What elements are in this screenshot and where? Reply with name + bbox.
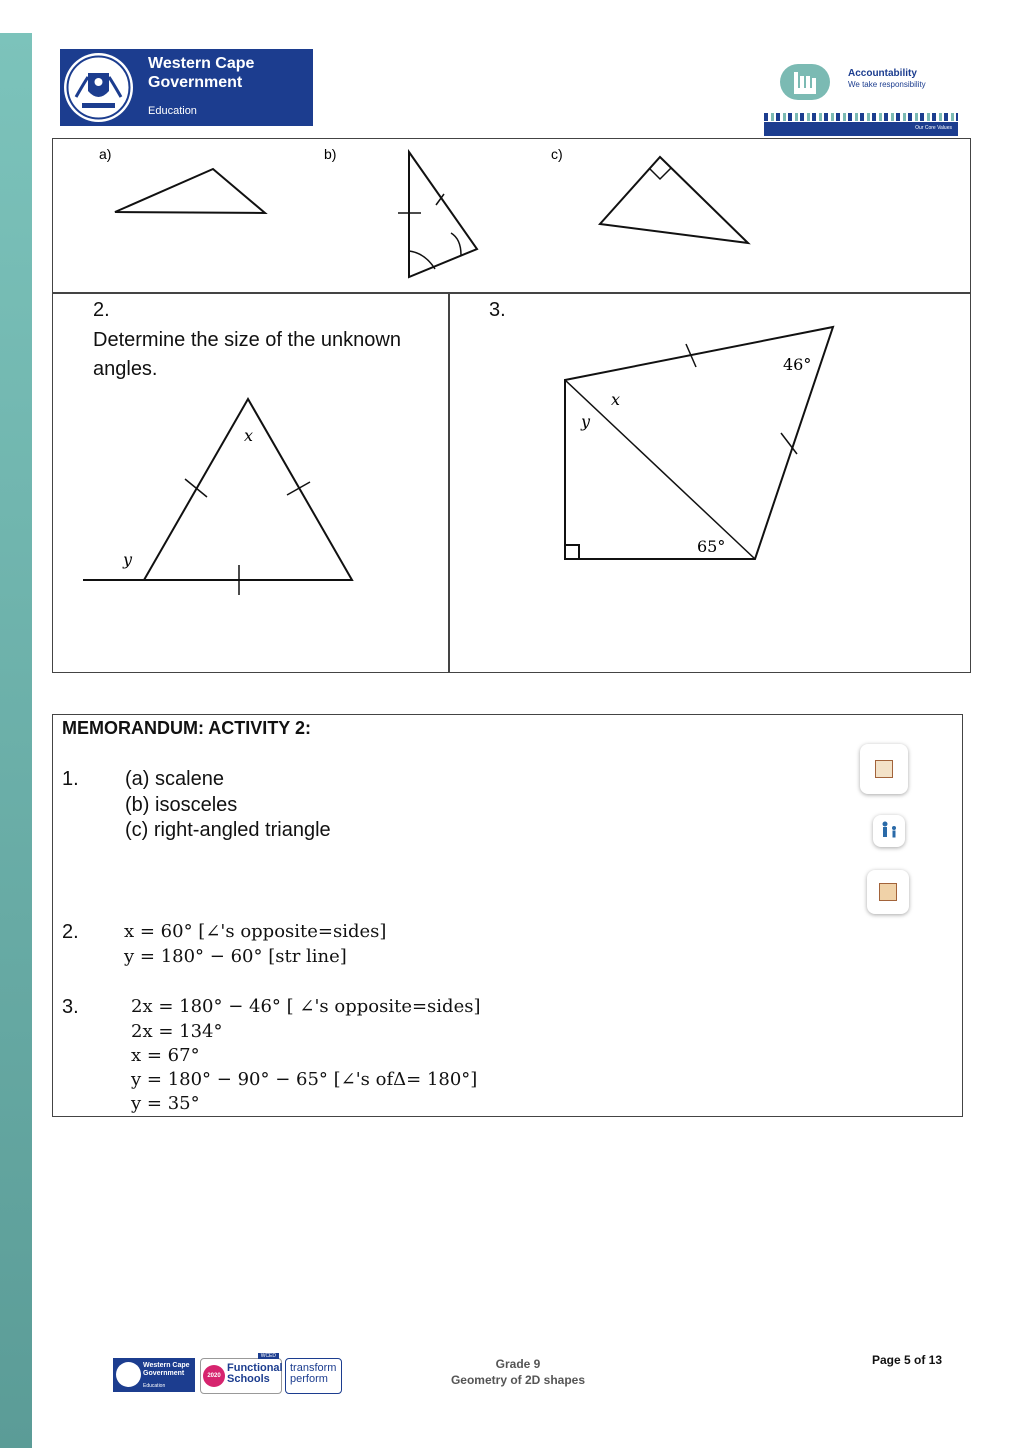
angle-x-label: x — [244, 426, 254, 445]
question3-cell — [448, 292, 971, 673]
memo-q3-line4: y = 180° − 90° − 65° [∠'s ofΔ= 180°] — [131, 1069, 478, 1090]
memo-q3-line5: y = 35° — [131, 1093, 200, 1114]
note-icon[interactable] — [867, 870, 909, 914]
footer-wced-tag: WCED — [258, 1353, 279, 1359]
parents-icon[interactable] — [873, 815, 905, 847]
memo-q1-answer-c: (c) right-angled triangle — [125, 819, 331, 841]
parents-glyph — [873, 815, 905, 847]
values-logo — [762, 58, 960, 136]
triangle-c — [600, 157, 748, 243]
values-footer-bar — [764, 122, 958, 136]
values-pattern — [764, 113, 958, 121]
angle-y-label: y — [581, 412, 591, 431]
triangle-b — [409, 152, 477, 277]
page-number: Page 5 of 13 — [872, 1353, 943, 1367]
memo-q1-answer-a: (a) scalene — [125, 768, 224, 790]
memo-q3-number: 3. — [62, 996, 79, 1018]
angle-arc-b-right — [451, 233, 461, 255]
wcg-logo — [60, 49, 313, 126]
memo-q3-line1: 2x = 180° − 46° [ ∠'s opposite=sides] — [131, 996, 481, 1017]
footer-wcg-logo — [113, 1358, 195, 1392]
footer-functional-text: Functional Schools — [227, 1362, 283, 1385]
angle-65-label: 65° — [697, 537, 726, 556]
label-c: c) — [551, 146, 563, 162]
tick-right — [287, 482, 310, 495]
footer-grade: Grade 9 — [495, 1357, 541, 1371]
question2-number: 2. — [93, 299, 110, 321]
tick-left — [185, 479, 207, 497]
memo-q2-line2: y = 180° − 60° [str line] — [124, 946, 347, 967]
angle-x-label: x — [611, 390, 621, 409]
triangles-diagram — [53, 139, 970, 293]
diagonal — [565, 380, 755, 559]
angle-46-label: 46° — [783, 355, 812, 374]
wcg-title: Western Cape Government — [148, 55, 255, 91]
footer-transform-text: transform perform — [290, 1362, 337, 1385]
values-footer-text: Our Core Values — [915, 125, 952, 131]
question1-cell — [52, 138, 971, 294]
side-bar — [0, 33, 32, 1448]
quadrilateral-diagram — [449, 293, 970, 672]
memorandum-title: MEMORANDUM: ACTIVITY 2: — [62, 718, 311, 738]
memo-q1-answer-b: (b) isosceles — [125, 794, 238, 816]
teacher-board-glyph — [875, 760, 893, 778]
question2-cell — [52, 292, 450, 673]
footer-crest-icon — [116, 1362, 141, 1387]
memo-q2-number: 2. — [62, 921, 79, 943]
footer-year-badge: 2020 — [203, 1365, 225, 1387]
question2-instruction: Determine the size of the unknown angles. — [93, 329, 401, 380]
footer-wcg-title: Western Cape Government — [143, 1362, 190, 1377]
footer-wcg-subtitle: Education — [143, 1383, 166, 1389]
teacher-board-icon[interactable] — [860, 744, 908, 794]
footer-topic: Geometry of 2D shapes — [450, 1373, 586, 1387]
memo-q2-line1: x = 60° [∠'s opposite=sides] — [124, 921, 387, 942]
memo-q3-line2: 2x = 134° — [131, 1021, 223, 1042]
footer-functional-logo — [200, 1353, 283, 1394]
memo-q3-line3: x = 67° — [131, 1045, 200, 1066]
label-a: a) — [99, 146, 112, 162]
angle-arc-b-left — [409, 251, 435, 269]
footer-transform-logo — [285, 1358, 342, 1394]
values-title: Accountability — [848, 68, 917, 79]
wcg-subtitle: Education — [148, 105, 197, 117]
question3-number: 3. — [489, 299, 506, 321]
angle-y-label: y — [123, 550, 133, 569]
isosceles-diagram — [53, 293, 449, 672]
triangle-a — [115, 169, 265, 213]
coat-of-arms-icon — [64, 53, 133, 122]
footer-center — [418, 1356, 618, 1388]
right-angle-marker — [565, 545, 579, 559]
right-angle-c — [649, 168, 671, 179]
label-b: b) — [324, 146, 337, 162]
memo-q1-number: 1. — [62, 768, 79, 790]
note-glyph — [879, 883, 897, 901]
hand-sign-icon — [780, 64, 830, 100]
values-subtitle: We take responsibility — [848, 80, 926, 89]
